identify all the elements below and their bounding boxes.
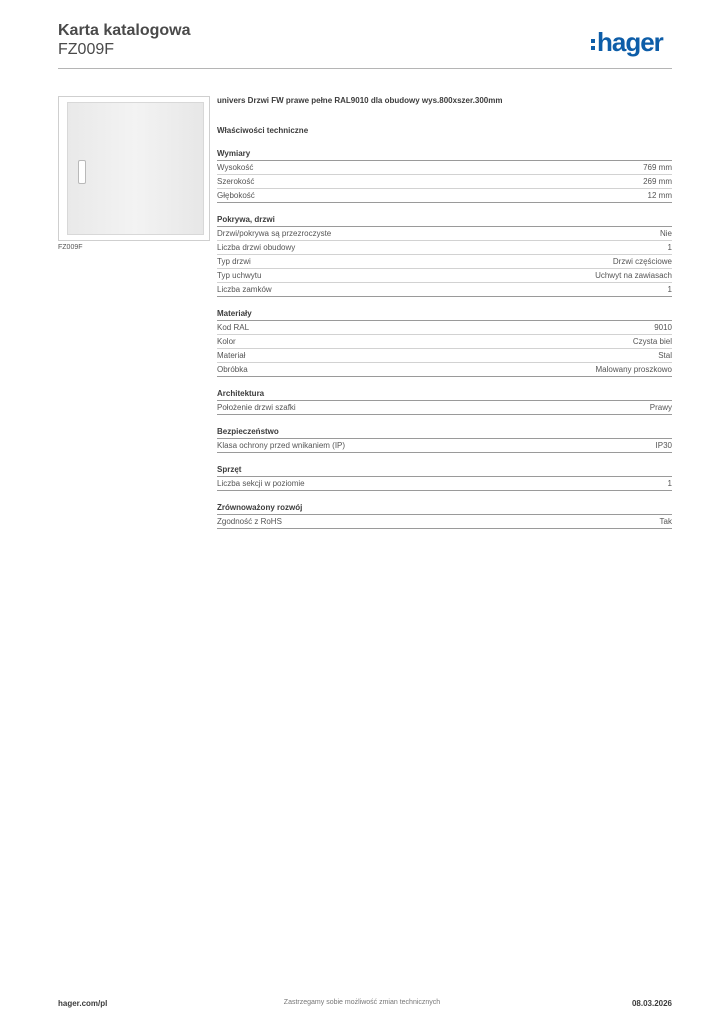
header-divider xyxy=(58,68,672,69)
spec-section xyxy=(217,213,672,297)
spec-row xyxy=(217,439,672,453)
logo-dots-icon xyxy=(591,39,595,50)
spec-value: 769 mm xyxy=(643,163,672,172)
properties-title: Właściwości techniczne xyxy=(217,126,309,135)
product-code: FZ009F xyxy=(58,41,115,58)
spec-section xyxy=(217,425,672,453)
spec-value: 9010 xyxy=(654,323,672,332)
spec-label: Położenie drzwi szafki xyxy=(217,403,296,412)
spec-row xyxy=(217,189,672,203)
spec-label: Kod RAL xyxy=(217,323,250,332)
spec-label: Materiał xyxy=(217,351,246,360)
spec-value: Nie xyxy=(659,229,672,238)
spec-value: 1 xyxy=(667,285,672,294)
spec-row xyxy=(217,227,672,241)
spec-row xyxy=(217,255,672,269)
footer-date: 08.03.2026 xyxy=(631,999,672,1008)
spec-label: Typ uchwytu xyxy=(217,271,262,280)
spec-value: IP30 xyxy=(655,441,672,450)
logo-text: hager xyxy=(597,27,663,57)
spec-label: Kolor xyxy=(217,337,236,346)
section-title: Sprzęt xyxy=(217,463,672,477)
spec-section xyxy=(217,147,672,203)
spec-section xyxy=(217,387,672,415)
spec-value: 1 xyxy=(667,243,672,252)
spec-row xyxy=(217,349,672,363)
spec-value: Prawy xyxy=(649,403,672,412)
footer-website-link[interactable]: hager.com/pl xyxy=(58,999,108,1008)
spec-value: Stal xyxy=(658,351,672,360)
spec-row xyxy=(217,175,672,189)
spec-section xyxy=(217,501,672,529)
spec-value: Czysta biel xyxy=(632,337,672,346)
door-icon xyxy=(67,102,204,235)
spec-row xyxy=(217,321,672,335)
image-caption: FZ009F xyxy=(58,244,83,251)
spec-label: Liczba zamków xyxy=(217,285,272,294)
spec-label: Liczba drzwi obudowy xyxy=(217,243,296,252)
section-title: Materiały xyxy=(217,307,672,321)
spec-section xyxy=(217,463,672,491)
spec-row xyxy=(217,269,672,283)
spec-row xyxy=(217,335,672,349)
spec-label: Zgodność z RoHS xyxy=(217,517,282,526)
door-handle-icon xyxy=(78,160,86,184)
spec-row xyxy=(217,477,672,491)
spec-value: 269 mm xyxy=(643,177,672,186)
spec-row xyxy=(217,515,672,529)
spec-label: Typ drzwi xyxy=(217,257,251,266)
spec-sheet xyxy=(217,94,672,529)
spec-label: Liczba sekcji w poziomie xyxy=(217,479,305,488)
spec-label: Głębokość xyxy=(217,191,255,200)
section-title: Pokrywa, drzwi xyxy=(217,213,672,227)
section-title: Wymiary xyxy=(217,147,672,161)
spec-value: Uchwyt na zawiasach xyxy=(595,271,672,280)
spec-value: Tak xyxy=(659,517,672,526)
product-image xyxy=(58,96,210,241)
spec-label: Obróbka xyxy=(217,365,248,374)
spec-label: Wysokość xyxy=(217,163,254,172)
spec-row xyxy=(217,401,672,415)
hager-logo[interactable] xyxy=(591,28,663,56)
spec-label: Drzwi/pokrywa są przezroczyste xyxy=(217,229,332,238)
spec-row xyxy=(217,283,672,297)
spec-row xyxy=(217,241,672,255)
spec-value: Drzwi częściowe xyxy=(612,257,672,266)
doc-title: Karta katalogowa xyxy=(58,22,191,39)
spec-row xyxy=(217,363,672,377)
section-title: Zrównoważony rozwój xyxy=(217,501,672,515)
spec-section xyxy=(217,307,672,377)
spec-label: Szerokość xyxy=(217,177,255,186)
footer-disclaimer: Zastrzegamy sobie możliwość zmian technicznych xyxy=(283,999,441,1006)
spec-row xyxy=(217,161,672,175)
spec-sections xyxy=(217,147,672,529)
spec-value: 1 xyxy=(667,479,672,488)
spec-label: Klasa ochrony przed wnikaniem (IP) xyxy=(217,441,346,450)
product-description: univers Drzwi FW prawe pełne RAL9010 dla obudowy wys.800xszer.300mm xyxy=(217,96,503,105)
section-title: Architektura xyxy=(217,387,672,401)
section-title: Bezpieczeństwo xyxy=(217,425,672,439)
spec-value: 12 mm xyxy=(647,191,672,200)
spec-value: Malowany proszkowo xyxy=(595,365,672,374)
